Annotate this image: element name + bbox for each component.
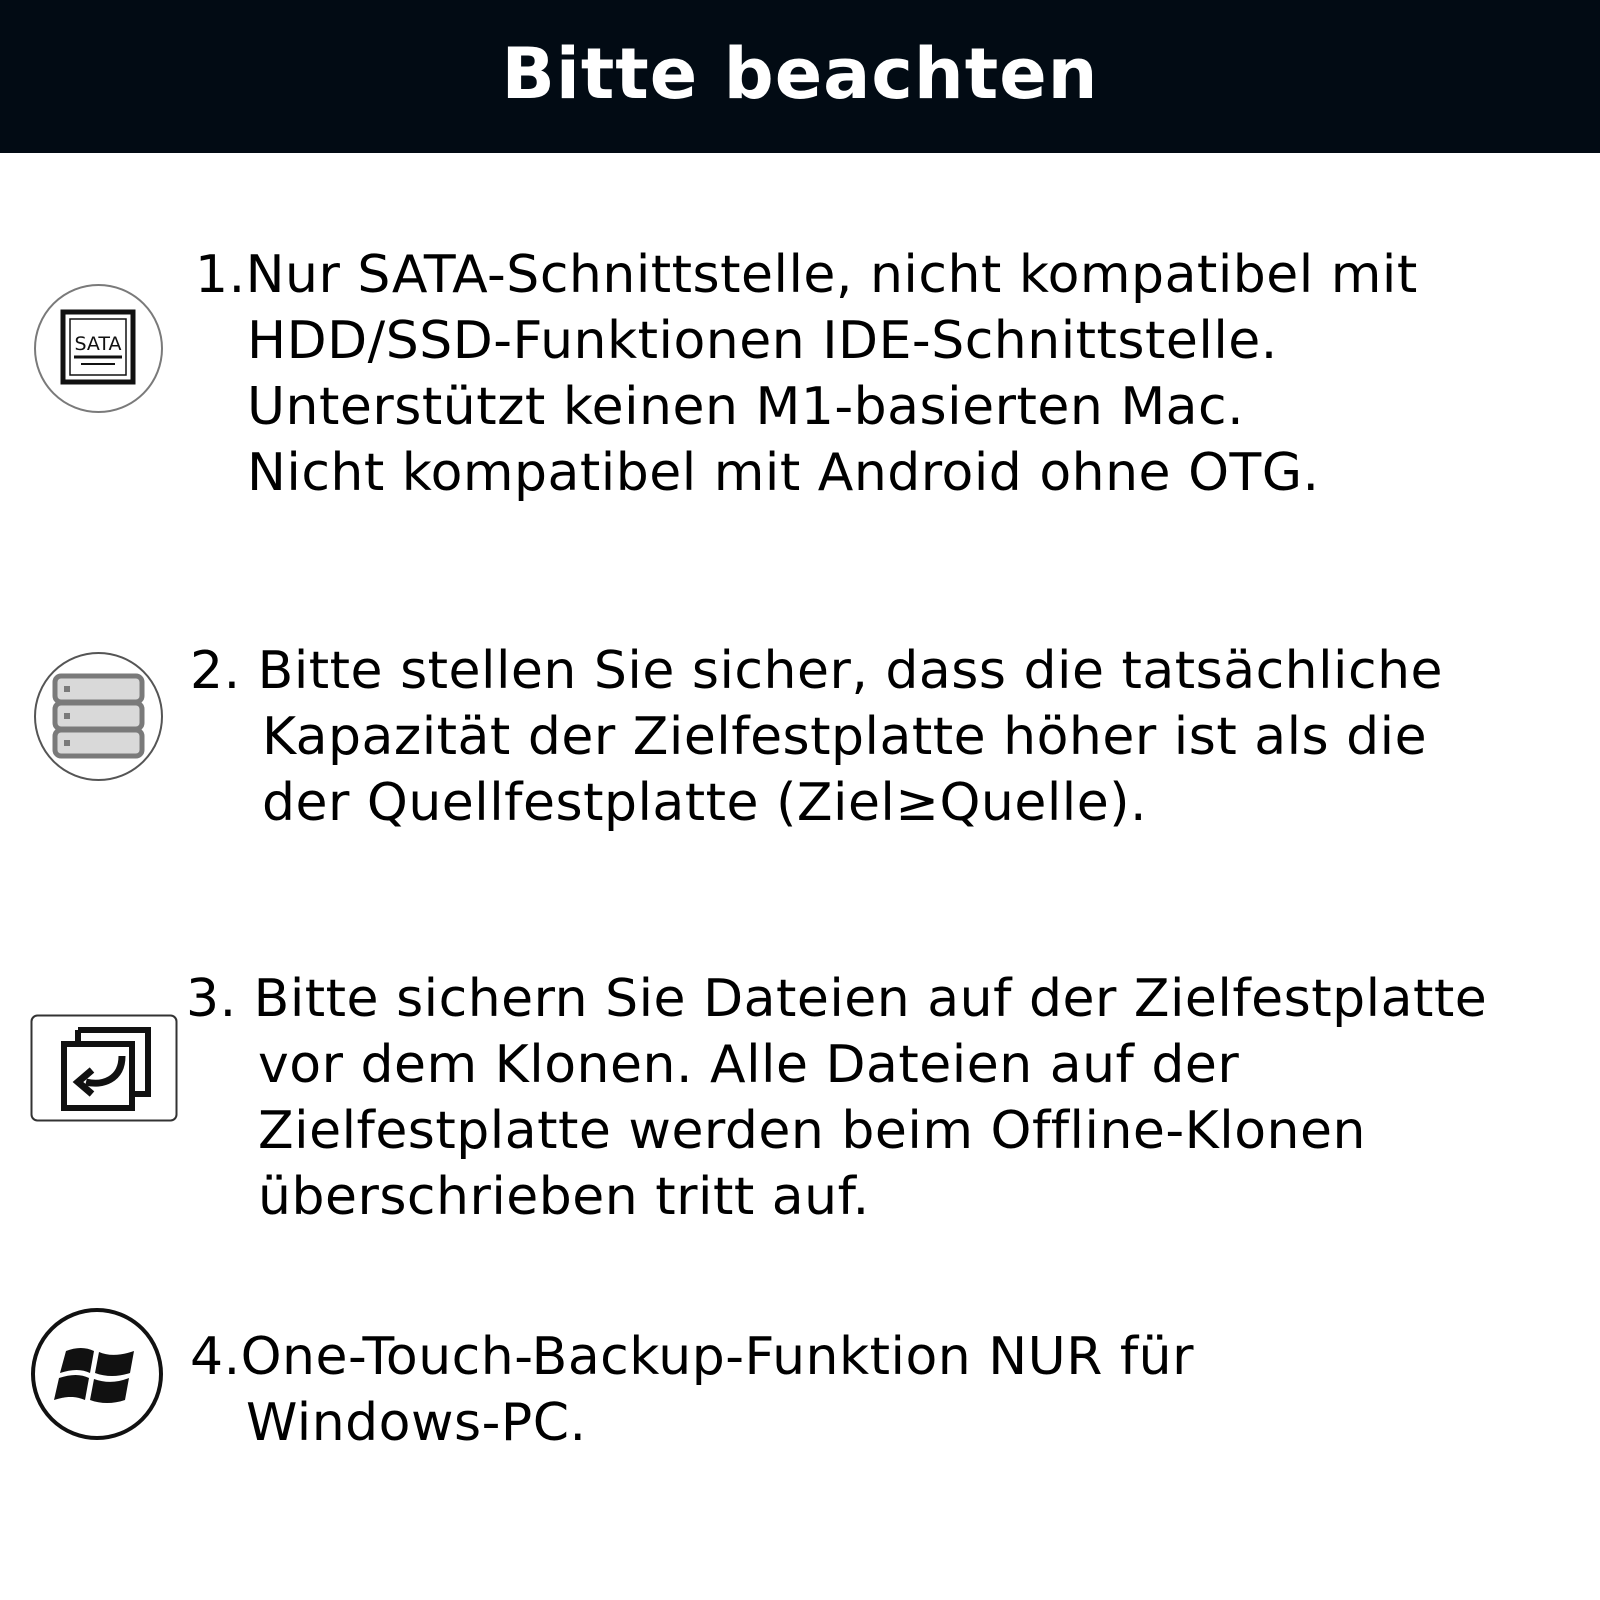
- note-1-line-3: Unterstützt keinen M1-basierten Mac.: [247, 377, 1245, 437]
- note-2-line-3: der Quellfestplatte (Ziel≥Quelle).: [262, 773, 1148, 833]
- note-4-line-1: 4.One-Touch-Backup-Funktion NUR für: [190, 1327, 1195, 1387]
- clone-copy-icon: [30, 1014, 178, 1122]
- note-2-line-1: 2. Bitte stellen Sie sicher, dass die tatsächliche: [190, 641, 1444, 701]
- note-2-line-2: Kapazität der Zielfestplatte höher ist als die: [262, 707, 1428, 767]
- note-1-line-4: Nicht kompatibel mit Android ohne OTG.: [247, 443, 1320, 503]
- note-1-line-1: 1.Nur SATA-Schnittstelle, nicht kompatibel mit: [195, 245, 1418, 305]
- note-2: [190, 638, 1443, 836]
- note-3-line-1: 3. Bitte sichern Sie Dateien auf der Zielfestplatte: [186, 969, 1488, 1029]
- note-3-line-4: überschrieben tritt auf.: [258, 1167, 870, 1227]
- header-bar: [0, 0, 1600, 153]
- note-1-line-2: HDD/SSD-Funktionen IDE-Schnittstelle.: [247, 311, 1278, 371]
- page-title: Bitte beachten: [501, 32, 1099, 115]
- storage-stack-icon: [33, 651, 164, 782]
- note-3-line-2: vor dem Klonen. Alle Dateien auf der: [258, 1035, 1240, 1095]
- note-3: [186, 966, 1487, 1230]
- note-4-line-2: Windows-PC.: [246, 1393, 587, 1453]
- note-4: [190, 1324, 1194, 1456]
- note-3-line-3: Zielfestplatte werden beim Offline-Klonen: [258, 1101, 1366, 1161]
- note-1: [195, 242, 1418, 506]
- windows-logo-icon: [30, 1307, 164, 1441]
- sata-icon: [33, 283, 164, 414]
- sata-icon-label: SATA: [74, 333, 122, 355]
